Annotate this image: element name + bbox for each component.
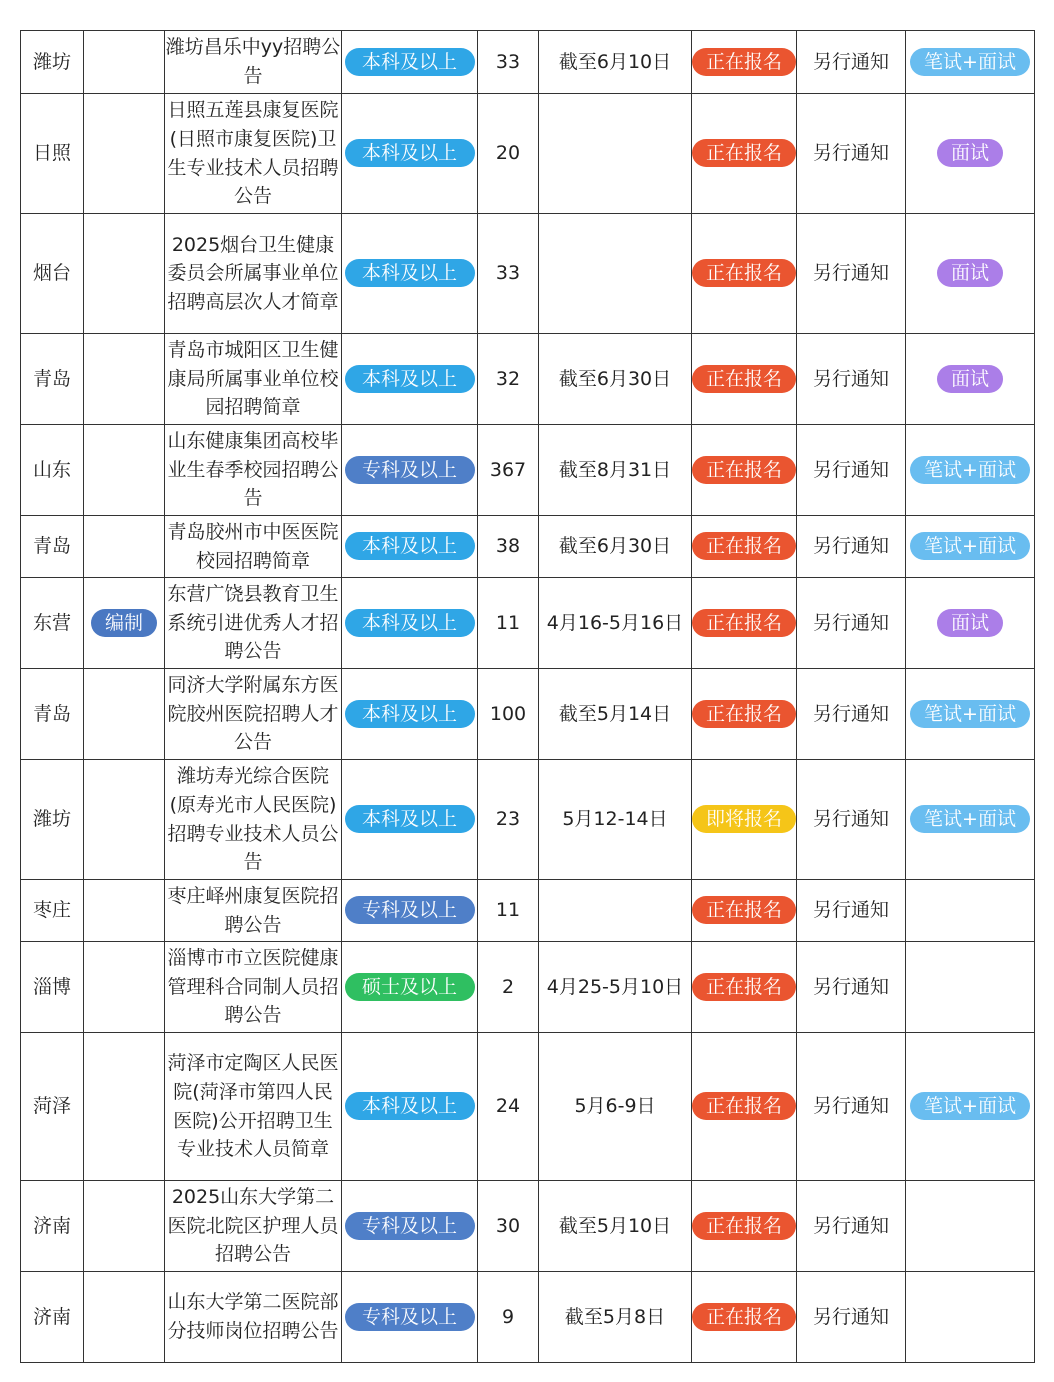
notice-cell bbox=[797, 214, 906, 334]
status-cell bbox=[692, 760, 797, 880]
exam-type-badge: 笔试+面试 bbox=[910, 48, 1030, 76]
exam-type-badge: 笔试+面试 bbox=[910, 456, 1030, 484]
exam-cell bbox=[906, 334, 1035, 425]
region-text: 青岛 bbox=[32, 702, 71, 725]
notice-cell bbox=[797, 1272, 906, 1363]
exam-time-notice: 另行通知 bbox=[812, 611, 889, 634]
exam-cell bbox=[906, 94, 1035, 214]
education-cell bbox=[342, 1033, 478, 1181]
education-cell bbox=[342, 1272, 478, 1363]
exam-cell bbox=[906, 1272, 1035, 1363]
status-badge: 即将报名 bbox=[692, 805, 796, 833]
announcement-title-link[interactable]: 日照五莲县康复医院(日照市康复医院)卫生专业技术人员招聘公告 bbox=[167, 99, 339, 208]
tag-cell bbox=[84, 94, 165, 214]
title-cell bbox=[165, 516, 342, 578]
registration-date: 4月16-5月16日 bbox=[546, 611, 684, 634]
table-row bbox=[21, 669, 1035, 760]
table-row bbox=[21, 1272, 1035, 1363]
education-badge: 本科及以上 bbox=[345, 365, 475, 393]
announcement-title-link[interactable]: 枣庄峄州康复医院招聘公告 bbox=[167, 884, 339, 936]
status-badge: 正在报名 bbox=[692, 896, 796, 924]
region-cell bbox=[21, 31, 84, 94]
announcement-title-link[interactable]: 淄博市市立医院健康管理科合同制人员招聘公告 bbox=[167, 947, 339, 1027]
table-row bbox=[21, 578, 1035, 669]
title-cell bbox=[165, 334, 342, 425]
exam-type-badge: 面试 bbox=[937, 365, 1003, 393]
table-row bbox=[21, 516, 1035, 578]
recruit-count: 23 bbox=[495, 808, 521, 831]
status-cell bbox=[692, 669, 797, 760]
announcement-title-link[interactable]: 菏泽市定陶区人民医院(菏泽市第四人民医院)公开招聘卫生专业技术人员简章 bbox=[167, 1052, 339, 1161]
date-cell bbox=[539, 425, 692, 516]
region-cell bbox=[21, 880, 84, 942]
title-cell bbox=[165, 1181, 342, 1272]
exam-cell bbox=[906, 1181, 1035, 1272]
title-cell bbox=[165, 760, 342, 880]
recruit-count: 33 bbox=[495, 50, 521, 73]
title-cell bbox=[165, 669, 342, 760]
title-cell bbox=[165, 942, 342, 1033]
education-cell bbox=[342, 1181, 478, 1272]
education-badge: 本科及以上 bbox=[345, 139, 475, 167]
title-cell bbox=[165, 94, 342, 214]
registration-date: 截至5月14日 bbox=[558, 702, 672, 725]
count-cell bbox=[478, 516, 539, 578]
title-cell bbox=[165, 880, 342, 942]
education-badge: 本科及以上 bbox=[345, 609, 475, 637]
status-cell bbox=[692, 880, 797, 942]
table-row bbox=[21, 214, 1035, 334]
registration-date: 截至5月8日 bbox=[564, 1305, 666, 1328]
exam-cell bbox=[906, 516, 1035, 578]
date-cell bbox=[539, 31, 692, 94]
count-cell bbox=[478, 578, 539, 669]
recruit-count: 32 bbox=[495, 367, 521, 390]
announcement-title-link[interactable]: 山东大学第二医院部分技师岗位招聘公告 bbox=[167, 1291, 339, 1342]
table-row bbox=[21, 425, 1035, 516]
exam-time-notice: 另行通知 bbox=[812, 975, 889, 998]
region-text: 青岛 bbox=[32, 367, 71, 390]
region-cell bbox=[21, 669, 84, 760]
registration-date: 截至5月10日 bbox=[558, 1214, 672, 1237]
notice-cell bbox=[797, 880, 906, 942]
announcement-title-link[interactable]: 2025烟台卫生健康委员会所属事业单位招聘高层次人才简章 bbox=[167, 233, 339, 313]
count-cell bbox=[478, 942, 539, 1033]
count-cell bbox=[478, 214, 539, 334]
tag-cell bbox=[84, 214, 165, 334]
region-cell bbox=[21, 1272, 84, 1363]
tag-cell bbox=[84, 1272, 165, 1363]
education-badge: 本科及以上 bbox=[345, 700, 475, 728]
exam-type-badge: 笔试+面试 bbox=[910, 1092, 1030, 1120]
notice-cell bbox=[797, 1181, 906, 1272]
exam-type-badge: 面试 bbox=[937, 259, 1003, 287]
status-cell bbox=[692, 334, 797, 425]
region-text: 淄博 bbox=[32, 975, 71, 998]
date-cell bbox=[539, 1181, 692, 1272]
exam-time-notice: 另行通知 bbox=[812, 899, 889, 922]
region-text: 潍坊 bbox=[32, 808, 71, 831]
date-cell bbox=[539, 1272, 692, 1363]
tag-cell bbox=[84, 880, 165, 942]
status-cell bbox=[692, 942, 797, 1033]
status-cell bbox=[692, 578, 797, 669]
status-badge: 正在报名 bbox=[692, 139, 796, 167]
title-cell bbox=[165, 1272, 342, 1363]
registration-date: 5月12-14日 bbox=[562, 808, 668, 831]
education-cell bbox=[342, 31, 478, 94]
region-text: 菏泽 bbox=[32, 1095, 71, 1118]
notice-cell bbox=[797, 669, 906, 760]
exam-cell bbox=[906, 760, 1035, 880]
exam-cell bbox=[906, 214, 1035, 334]
exam-type-badge: 面试 bbox=[937, 139, 1003, 167]
education-cell bbox=[342, 334, 478, 425]
status-badge: 正在报名 bbox=[692, 365, 796, 393]
tag-cell bbox=[84, 760, 165, 880]
bianzhi-badge: 编制 bbox=[91, 609, 157, 637]
region-text: 枣庄 bbox=[32, 899, 71, 922]
region-cell bbox=[21, 425, 84, 516]
announcement-title-link[interactable]: 东营广饶县教育卫生系统引进优秀人才招聘公告 bbox=[167, 583, 339, 663]
announcement-title-link[interactable]: 2025山东大学第二医院北院区护理人员招聘公告 bbox=[167, 1186, 339, 1266]
notice-cell bbox=[797, 516, 906, 578]
exam-cell bbox=[906, 669, 1035, 760]
date-cell bbox=[539, 760, 692, 880]
table-row bbox=[21, 760, 1035, 880]
notice-cell bbox=[797, 760, 906, 880]
status-cell bbox=[692, 31, 797, 94]
announcement-title-link[interactable]: 潍坊寿光综合医院(原寿光市人民医院)招聘专业技术人员公告 bbox=[167, 765, 339, 874]
status-badge: 正在报名 bbox=[692, 48, 796, 76]
status-badge: 正在报名 bbox=[692, 973, 796, 1001]
count-cell bbox=[478, 425, 539, 516]
status-badge: 正在报名 bbox=[692, 700, 796, 728]
date-cell bbox=[539, 669, 692, 760]
exam-time-notice: 另行通知 bbox=[812, 142, 889, 165]
title-cell bbox=[165, 578, 342, 669]
region-cell bbox=[21, 578, 84, 669]
exam-cell bbox=[906, 578, 1035, 669]
tag-cell bbox=[84, 1033, 165, 1181]
status-badge: 正在报名 bbox=[692, 259, 796, 287]
exam-time-notice: 另行通知 bbox=[812, 1305, 889, 1328]
region-text: 日照 bbox=[32, 142, 71, 165]
count-cell bbox=[478, 1272, 539, 1363]
date-cell bbox=[539, 214, 692, 334]
date-cell bbox=[539, 880, 692, 942]
notice-cell bbox=[797, 1033, 906, 1181]
exam-time-notice: 另行通知 bbox=[812, 535, 889, 558]
status-cell bbox=[692, 94, 797, 214]
exam-type-badge: 笔试+面试 bbox=[910, 532, 1030, 560]
exam-time-notice: 另行通知 bbox=[812, 1095, 889, 1118]
registration-date: 截至6月30日 bbox=[558, 535, 672, 558]
notice-cell bbox=[797, 425, 906, 516]
count-cell bbox=[478, 94, 539, 214]
education-cell bbox=[342, 942, 478, 1033]
education-cell bbox=[342, 425, 478, 516]
date-cell bbox=[539, 516, 692, 578]
tag-cell bbox=[84, 578, 165, 669]
tag-cell bbox=[84, 1181, 165, 1272]
count-cell bbox=[478, 334, 539, 425]
recruit-count: 9 bbox=[501, 1305, 515, 1328]
count-cell bbox=[478, 669, 539, 760]
exam-cell bbox=[906, 1033, 1035, 1181]
registration-date: 截至6月30日 bbox=[558, 367, 672, 390]
notice-cell bbox=[797, 334, 906, 425]
notice-cell bbox=[797, 94, 906, 214]
recruitment-table bbox=[20, 30, 1035, 1363]
title-cell bbox=[165, 31, 342, 94]
exam-time-notice: 另行通知 bbox=[812, 702, 889, 725]
table-row bbox=[21, 880, 1035, 942]
status-cell bbox=[692, 425, 797, 516]
table-row bbox=[21, 942, 1035, 1033]
announcement-title-link[interactable]: 同济大学附属东方医院胶州医院招聘人才公告 bbox=[167, 674, 339, 754]
recruit-count: 33 bbox=[495, 262, 521, 285]
recruit-count: 30 bbox=[495, 1214, 521, 1237]
recruit-count: 2 bbox=[501, 975, 515, 998]
table-row bbox=[21, 31, 1035, 94]
announcement-title-link[interactable]: 山东健康集团高校毕业生春季校园招聘公告 bbox=[167, 430, 339, 510]
exam-time-notice: 另行通知 bbox=[812, 808, 889, 831]
recruit-count: 11 bbox=[495, 899, 521, 922]
date-cell bbox=[539, 334, 692, 425]
notice-cell bbox=[797, 578, 906, 669]
exam-cell bbox=[906, 942, 1035, 1033]
exam-cell bbox=[906, 880, 1035, 942]
title-cell bbox=[165, 214, 342, 334]
education-cell bbox=[342, 760, 478, 880]
region-cell bbox=[21, 942, 84, 1033]
education-badge: 专科及以上 bbox=[345, 456, 475, 484]
exam-type-badge: 笔试+面试 bbox=[910, 805, 1030, 833]
recruit-count: 11 bbox=[495, 611, 521, 634]
education-cell bbox=[342, 214, 478, 334]
exam-cell bbox=[906, 425, 1035, 516]
recruit-count: 24 bbox=[495, 1095, 521, 1118]
title-cell bbox=[165, 425, 342, 516]
count-cell bbox=[478, 1181, 539, 1272]
region-text: 济南 bbox=[32, 1305, 71, 1328]
education-cell bbox=[342, 669, 478, 760]
exam-time-notice: 另行通知 bbox=[812, 458, 889, 481]
table-row bbox=[21, 334, 1035, 425]
exam-time-notice: 另行通知 bbox=[812, 262, 889, 285]
tag-cell bbox=[84, 942, 165, 1033]
education-badge: 本科及以上 bbox=[345, 805, 475, 833]
exam-time-notice: 另行通知 bbox=[812, 1214, 889, 1237]
tag-cell bbox=[84, 669, 165, 760]
education-cell bbox=[342, 880, 478, 942]
region-text: 潍坊 bbox=[32, 50, 71, 73]
region-cell bbox=[21, 1181, 84, 1272]
region-cell bbox=[21, 1033, 84, 1181]
status-cell bbox=[692, 1181, 797, 1272]
registration-date: 4月25-5月10日 bbox=[546, 975, 684, 998]
tag-cell bbox=[84, 31, 165, 94]
table-row bbox=[21, 94, 1035, 214]
region-cell bbox=[21, 94, 84, 214]
region-text: 东营 bbox=[32, 611, 71, 634]
count-cell bbox=[478, 1033, 539, 1181]
status-badge: 正在报名 bbox=[692, 609, 796, 637]
region-cell bbox=[21, 214, 84, 334]
date-cell bbox=[539, 578, 692, 669]
recruit-count: 100 bbox=[489, 702, 527, 725]
date-cell bbox=[539, 94, 692, 214]
announcement-title-link[interactable]: 青岛市城阳区卫生健康局所属事业单位校园招聘简章 bbox=[167, 339, 339, 419]
status-badge: 正在报名 bbox=[692, 1092, 796, 1120]
region-text: 济南 bbox=[32, 1214, 71, 1237]
notice-cell bbox=[797, 942, 906, 1033]
status-cell bbox=[692, 214, 797, 334]
status-badge: 正在报名 bbox=[692, 1212, 796, 1240]
recruit-count: 38 bbox=[495, 535, 521, 558]
education-badge: 专科及以上 bbox=[345, 1303, 475, 1331]
exam-time-notice: 另行通知 bbox=[812, 367, 889, 390]
tag-cell bbox=[84, 334, 165, 425]
education-badge: 专科及以上 bbox=[345, 1212, 475, 1240]
region-text: 烟台 bbox=[32, 262, 71, 285]
date-cell bbox=[539, 942, 692, 1033]
region-text: 青岛 bbox=[32, 535, 71, 558]
region-cell bbox=[21, 760, 84, 880]
table-body bbox=[21, 31, 1035, 1363]
registration-date: 5月6-9日 bbox=[574, 1095, 656, 1118]
education-badge: 本科及以上 bbox=[345, 259, 475, 287]
education-badge: 本科及以上 bbox=[345, 48, 475, 76]
region-cell bbox=[21, 516, 84, 578]
status-cell bbox=[692, 516, 797, 578]
announcement-title-link[interactable]: 青岛胶州市中医医院校园招聘简章 bbox=[167, 520, 339, 572]
status-cell bbox=[692, 1272, 797, 1363]
tag-cell bbox=[84, 516, 165, 578]
recruit-count: 367 bbox=[489, 458, 527, 481]
region-cell bbox=[21, 334, 84, 425]
table-row bbox=[21, 1181, 1035, 1272]
recruit-count: 20 bbox=[495, 142, 521, 165]
registration-date: 截至8月31日 bbox=[558, 458, 672, 481]
exam-cell bbox=[906, 31, 1035, 94]
education-cell bbox=[342, 516, 478, 578]
status-badge: 正在报名 bbox=[692, 1303, 796, 1331]
education-badge: 本科及以上 bbox=[345, 532, 475, 560]
education-badge: 硕士及以上 bbox=[345, 973, 475, 1001]
count-cell bbox=[478, 880, 539, 942]
education-cell bbox=[342, 578, 478, 669]
registration-date: 截至6月10日 bbox=[558, 50, 672, 73]
education-badge: 本科及以上 bbox=[345, 1092, 475, 1120]
announcement-title-link[interactable]: 潍坊昌乐中yy招聘公告 bbox=[165, 36, 341, 87]
region-text: 山东 bbox=[32, 458, 71, 481]
count-cell bbox=[478, 760, 539, 880]
exam-type-badge: 笔试+面试 bbox=[910, 700, 1030, 728]
exam-type-badge: 面试 bbox=[937, 609, 1003, 637]
title-cell bbox=[165, 1033, 342, 1181]
status-badge: 正在报名 bbox=[692, 456, 796, 484]
notice-cell bbox=[797, 31, 906, 94]
exam-time-notice: 另行通知 bbox=[812, 50, 889, 73]
status-badge: 正在报名 bbox=[692, 532, 796, 560]
count-cell bbox=[478, 31, 539, 94]
education-badge: 专科及以上 bbox=[345, 896, 475, 924]
table-row bbox=[21, 1033, 1035, 1181]
date-cell bbox=[539, 1033, 692, 1181]
status-cell bbox=[692, 1033, 797, 1181]
tag-cell bbox=[84, 425, 165, 516]
education-cell bbox=[342, 94, 478, 214]
